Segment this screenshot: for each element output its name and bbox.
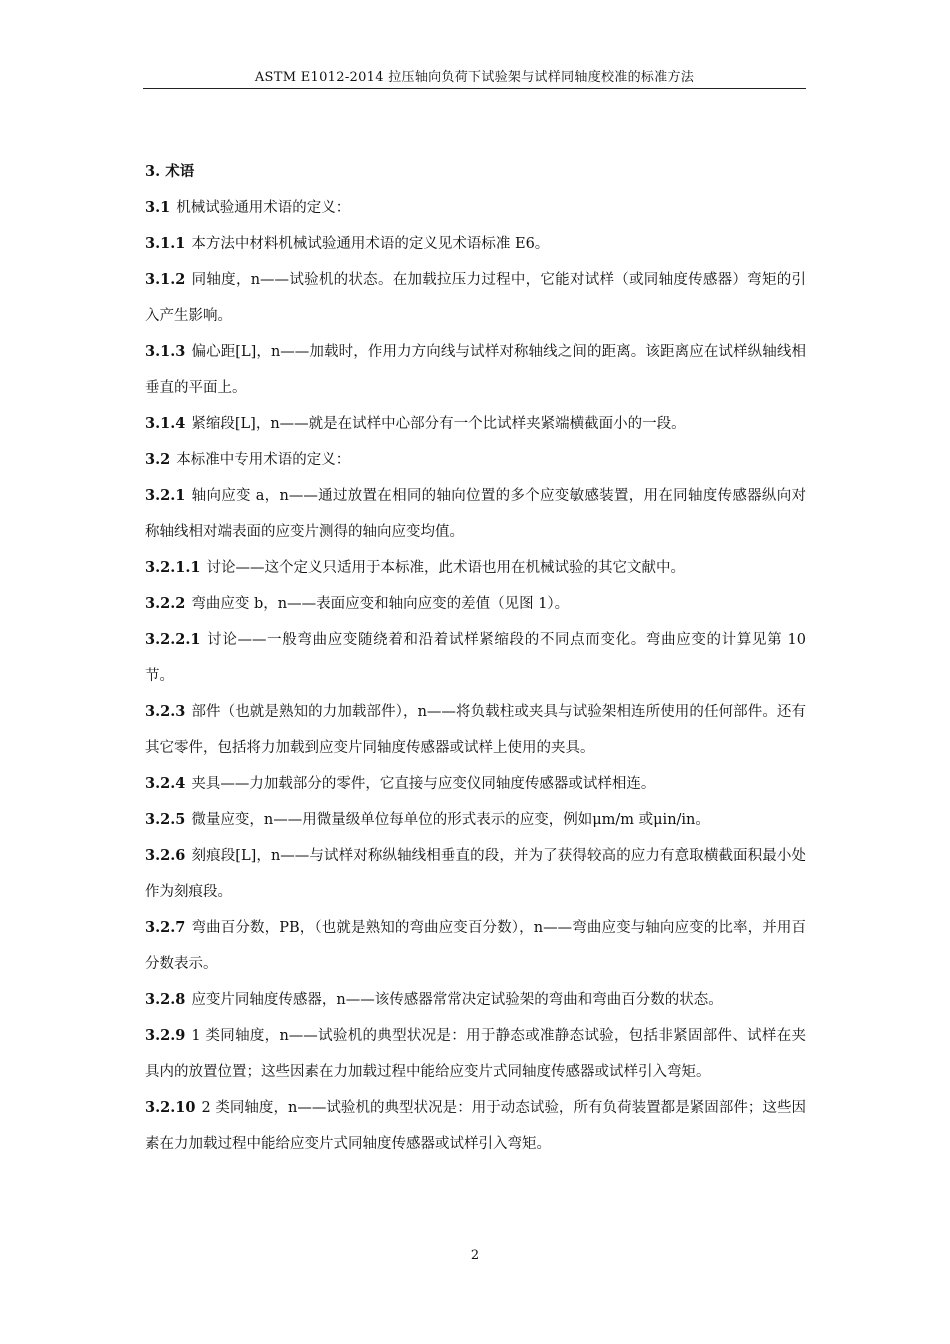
term-paragraph — [145, 586, 806, 622]
term-paragraph — [145, 262, 806, 334]
clause-number: 3.2.1 — [145, 487, 186, 504]
term-paragraph — [145, 622, 806, 694]
clause-number: 3.2.7 — [145, 919, 186, 936]
term-paragraph — [145, 766, 806, 802]
document-body — [145, 154, 806, 1162]
clause-number: 3.2.5 — [145, 811, 186, 828]
clause-text: 微量应变，n——用微量级单位每单位的形式表示的应变，例如μm/m 或μin/in。 — [191, 812, 710, 828]
clause-number: 3.2 — [145, 451, 171, 468]
clause-text: 偏心距[L]，n——加载时，作用力方向线与试样对称轴线之间的距离。该距离应在试样纵轴线相垂直的平面上。 — [145, 344, 806, 396]
section-heading — [145, 154, 806, 190]
header-divider — [143, 88, 806, 89]
clause-text: 弯曲百分数，PB，（也就是熟知的弯曲应变百分数），n——弯曲应变与轴向应变的比率，并用百分数表示。 — [145, 920, 806, 972]
clause-number: 3.2.1.1 — [145, 559, 201, 576]
clause-text: 本方法中材料机械试验通用术语的定义见术语标准 E6。 — [191, 236, 550, 252]
section-title: 术语 — [165, 163, 195, 180]
term-paragraph — [145, 694, 806, 766]
clause-number: 3.2.2 — [145, 595, 186, 612]
page-number: 2 — [470, 1248, 480, 1263]
clause-text: 轴向应变 a，n——通过放置在相同的轴向位置的多个应变敏感装置，用在同轴度传感器纵向对称轴线相对端表面的应变片测得的轴向应变均值。 — [145, 488, 806, 540]
clause-text: 讨论——这个定义只适用于本标准，此术语也用在机械试验的其它文献中。 — [206, 560, 686, 576]
term-paragraph — [145, 982, 806, 1018]
clause-number: 3.2.9 — [145, 1027, 186, 1044]
clause-text: 讨论——一般弯曲应变随绕着和沿着试样紧缩段的不同点而变化。弯曲应变的计算见第 10 节。 — [145, 632, 806, 684]
clause-text: 1 类同轴度，n——试验机的典型状况是：用于静态或准静态试验，包括非紧固部件、试样在夹具内的放置位置；这些因素在力加载过程中能给应变片式同轴度传感器或试样引入弯矩。 — [145, 1028, 806, 1080]
term-paragraph — [145, 478, 806, 550]
clause-text: 本标准中专用术语的定义： — [176, 452, 351, 468]
term-paragraph — [145, 190, 806, 226]
clause-number: 3.1.1 — [145, 235, 186, 252]
clause-number: 3.2.8 — [145, 991, 186, 1008]
clause-number: 3.1.2 — [145, 271, 186, 288]
clause-text: 机械试验通用术语的定义： — [176, 200, 351, 216]
clause-number: 3.1.4 — [145, 415, 186, 432]
clause-text: 部件（也就是熟知的力加载部件），n——将负载柱或夹具与试验架相连所使用的任何部件。还有其它零件，包括将力加载到应变片同轴度传感器或试样上使用的夹具。 — [145, 704, 806, 756]
clause-number: 3.1.3 — [145, 343, 186, 360]
clause-text: 紧缩段[L]，n——就是在试样中心部分有一个比试样夹紧端横截面小的一段。 — [191, 416, 686, 432]
clause-text: 同轴度，n——试验机的状态。在加载拉压力过程中，它能对试样（或同轴度传感器）弯矩的引入产生影响。 — [145, 272, 806, 324]
section-number: 3. — [145, 163, 161, 180]
running-header: ASTM E1012-2014 拉压轴向负荷下试验架与试样同轴度校准的标准方法 — [254, 70, 695, 85]
term-paragraph — [145, 1018, 806, 1090]
clause-text: 2 类同轴度，n——试验机的典型状况是：用于动态试验，所有负荷装置都是紧固部件；这些因素在力加载过程中能给应变片式同轴度传感器或试样引入弯矩。 — [145, 1100, 806, 1152]
clause-number: 3.2.6 — [145, 847, 186, 864]
term-paragraph — [145, 910, 806, 982]
clause-number: 3.1 — [145, 199, 171, 216]
term-paragraph — [145, 226, 806, 262]
term-paragraph — [145, 838, 806, 910]
clause-text: 夹具——力加载部分的零件，它直接与应变仪同轴度传感器或试样相连。 — [191, 776, 656, 792]
term-paragraph — [145, 550, 806, 586]
term-paragraph — [145, 334, 806, 406]
clause-number: 3.2.4 — [145, 775, 186, 792]
term-paragraph — [145, 1090, 806, 1162]
term-paragraph — [145, 406, 806, 442]
clause-text: 应变片同轴度传感器，n——该传感器常常决定试验架的弯曲和弯曲百分数的状态。 — [191, 992, 723, 1008]
clause-number: 3.2.3 — [145, 703, 186, 720]
term-paragraph — [145, 802, 806, 838]
clause-number: 3.2.2.1 — [145, 631, 201, 648]
clause-text: 刻痕段[L]，n——与试样对称纵轴线相垂直的段，并为了获得较高的应力有意取横截面积最小处作为刻痕段。 — [145, 848, 806, 900]
term-paragraph — [145, 442, 806, 478]
clause-number: 3.2.10 — [145, 1099, 196, 1116]
clause-text: 弯曲应变 b，n——表面应变和轴向应变的差值（见图 1）。 — [191, 596, 570, 612]
